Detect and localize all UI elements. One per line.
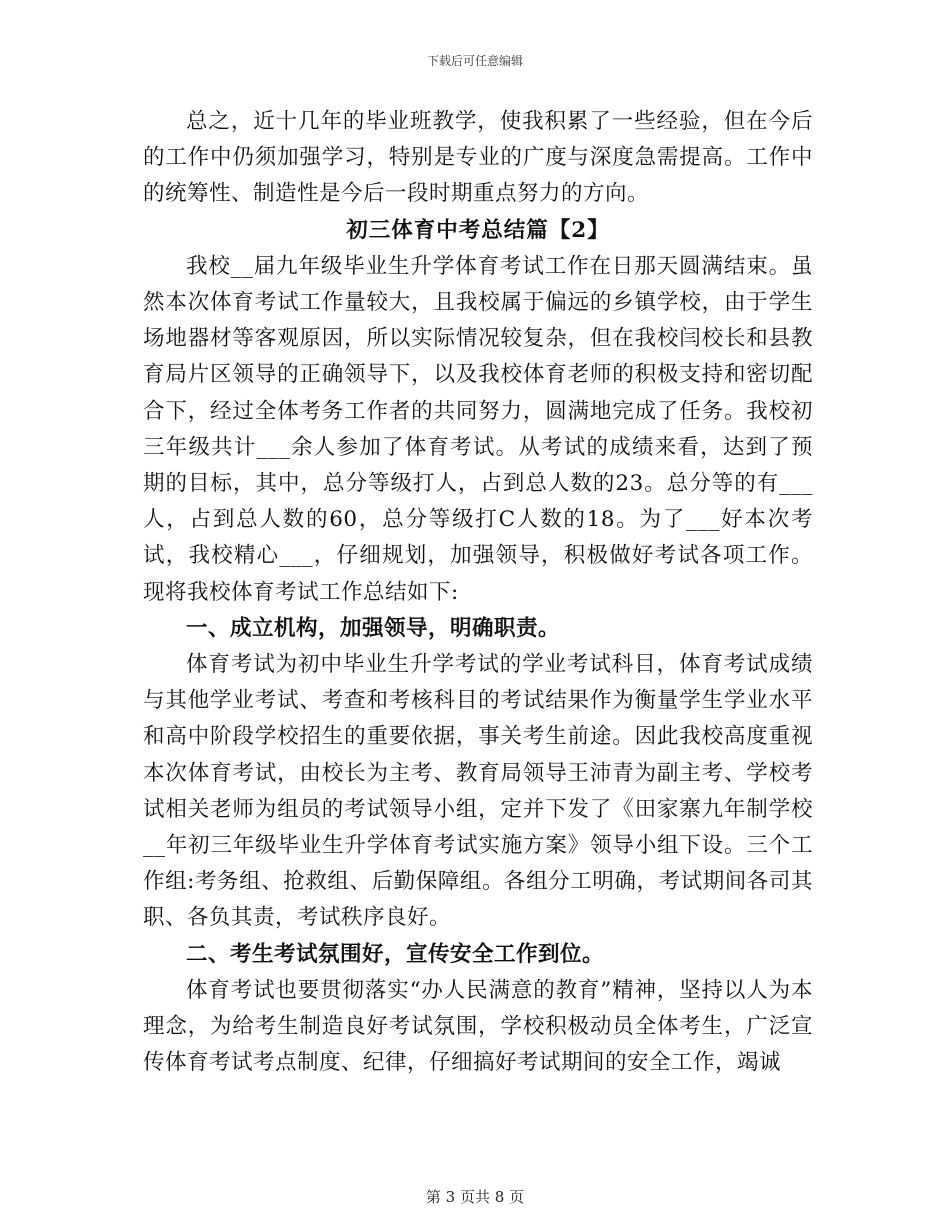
page-header: 下载后可任意编辑 [426,54,523,68]
heading-section-2: 二、考生考试氛围好，宣传安全工作到位。 [186,941,605,967]
paragraph-intro: 我校__届九年级毕业生升学体育考试工作在日那天圆满结束。虽然本次体育考试工作量较大，且我校属于偏远的乡镇学校，由于学生场地器材等客观原因，所以实际情况较复杂，但在我校闫校长和县教育局片区领导的正确领导下，以及我校体育老师的积极支持和密切配合下，经过全体考务工作者的共同努力，圆满地完成了任务。我校初三年级共计___余人参加了体育考试。从考试的成绩来看，达到了预期的目标，其中，总分等级打人，占到总人数的23。总分等的有___人，占到总人数的60，总分等级打C人数的18。为了___好本次考试，我校精心___，仔细规划，加强领导，积极做好考试各项工作。现将我校体育考试工作总结如下: [143,253,813,605]
paragraph-section-1: 体育考试为初中毕业生升学考试的学业考试科目，体育考试成绩与其他学业考试、考查和考核科目的考试结果作为衡量学生学业水平和高中阶段学校招生的重要依据，事关考生前途。因此我校高度重视本次体育考试，由校长为主考、教育局领导王沛青为副主考、学校考试相关老师为组员的考试领导小组，定并下发了《田家寨九年制学校__年初三年级毕业生升学体育考试实施方案》领导小组下设。三个工作组:考务组、抢救组、后勤保障组。各组分工明确，考试期间各司其职、各负其责，考试秩序良好。 [143,652,813,931]
section-title: 初三体育中考总结篇【2】 [346,217,610,243]
heading-section-1: 一、成立机构，加强领导，明确职责。 [186,615,561,641]
document-body [143,104,813,1081]
page-footer: 第 3 页共 8 页 [425,1188,525,1206]
paragraph-conclusion: 总之，近十几年的毕业班教学，使我积累了一些经验，但在今后的工作中仍须加强学习，特别是专业的广度与深度急需提高。工作中的统筹性、制造性是今后一段时期重点努力的方向。 [143,109,813,207]
paragraph-section-2: 体育考试也要贯彻落实“办人民满意的教育”精神，坚持以人为本理念，为给考生制造良好考试氛围，学校积极动员全体考生，广泛宣传体育考试考点制度、纪律，仔细搞好考试期间的安全工作，竭诚 [143,977,813,1076]
